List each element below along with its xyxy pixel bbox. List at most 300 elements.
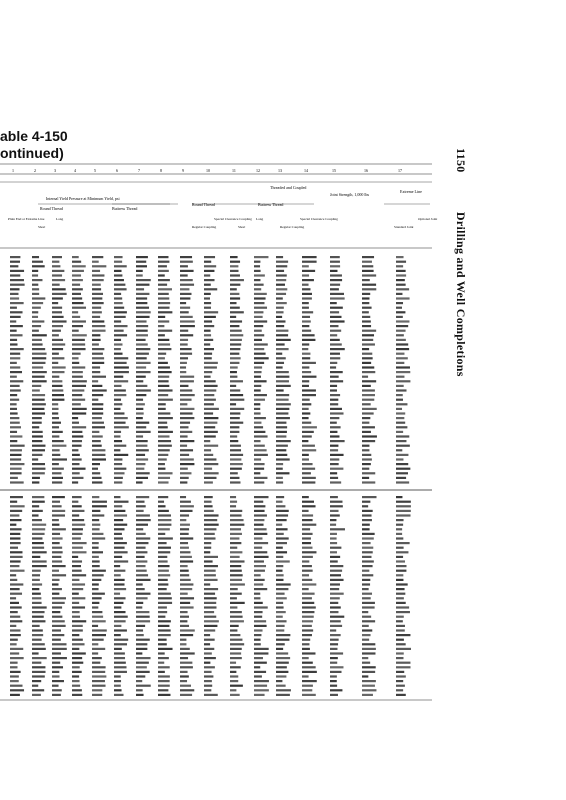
table-cell-ink [396, 408, 402, 410]
table-cell-ink [52, 685, 59, 687]
table-cell-ink [32, 639, 42, 641]
table-cell-ink [330, 380, 343, 382]
table-cell-ink [158, 611, 167, 613]
table-cell-ink [230, 284, 240, 286]
table-cell-ink [254, 343, 268, 345]
table-cell-ink [158, 288, 172, 290]
table-cell-ink [180, 334, 193, 336]
table-cell-ink [204, 449, 211, 451]
table-cell-ink [330, 611, 338, 613]
table-cell-ink [180, 371, 186, 373]
table-cell-ink [180, 643, 186, 645]
table-cell-ink [52, 307, 62, 309]
table-cell-ink [72, 477, 83, 479]
table-cell-ink [10, 652, 19, 654]
table-cell-ink [204, 657, 216, 659]
table-cell-ink [276, 606, 284, 608]
table-cell-ink [10, 261, 20, 263]
table-cell-ink [72, 675, 79, 677]
table-cell-ink [230, 293, 239, 295]
table-cell-ink [276, 657, 290, 659]
table-cell-ink [72, 680, 80, 682]
table-cell-ink [92, 662, 100, 664]
table-cell-ink [10, 657, 24, 659]
table-cell-ink [92, 343, 99, 345]
table-cell-ink [92, 385, 102, 387]
table-cell-ink [254, 256, 268, 258]
table-cell-ink [114, 510, 125, 512]
table-cell-ink [254, 297, 266, 299]
table-cell-ink [136, 514, 150, 516]
table-cell-ink [72, 652, 86, 654]
table-cell-ink [230, 297, 240, 299]
table-cell-ink [180, 496, 186, 498]
table-cell-ink [276, 362, 284, 364]
table-cell-ink [230, 639, 242, 641]
table-cell-ink [10, 620, 22, 622]
table-cell-ink [136, 657, 151, 659]
table-cell-ink [254, 380, 267, 382]
table-cell-ink [276, 463, 283, 465]
table-cell-ink [158, 426, 168, 428]
table-cell-ink [136, 454, 145, 456]
table-cell-ink [276, 293, 286, 295]
table-cell-ink [136, 316, 150, 318]
table-cell-ink [180, 256, 192, 258]
table-cell-ink [10, 533, 20, 535]
table-cell-ink [230, 389, 240, 391]
table-cell-ink [230, 353, 239, 355]
table-cell-ink [32, 339, 42, 341]
table-cell-ink [330, 472, 337, 474]
table-cell-ink [254, 606, 268, 608]
table-cell-ink [362, 334, 374, 336]
table-cell-ink [230, 685, 243, 687]
table-cell-ink [276, 634, 290, 636]
table-cell-ink [180, 454, 189, 456]
table-cell-ink [52, 648, 67, 650]
table-cell-ink [32, 463, 45, 465]
table-cell-ink [396, 307, 402, 309]
table-cell-ink [180, 597, 194, 599]
table-cell-ink [330, 311, 339, 313]
table-cell-ink [204, 643, 210, 645]
table-cell-ink [362, 648, 376, 650]
table-cell-ink [72, 440, 82, 442]
table-cell-ink [362, 463, 371, 465]
table-cell-ink [72, 284, 80, 286]
table-cell-ink [302, 371, 311, 373]
table-cell-ink [180, 547, 189, 549]
table-cell-ink [276, 320, 285, 322]
table-cell-ink [10, 302, 24, 304]
table-cell-ink [72, 316, 80, 318]
table-cell-ink [72, 639, 83, 641]
table-cell-ink [362, 284, 376, 286]
table-cell-ink [230, 339, 242, 341]
table-cell-ink [114, 671, 127, 673]
table-cell-ink [32, 440, 42, 442]
table-cell-ink [136, 339, 146, 341]
table-cell-ink [302, 330, 311, 332]
table-caption-line-1: able 4-150 [0, 128, 68, 144]
table-cell-ink [114, 399, 121, 401]
table-cell-ink [230, 265, 238, 267]
table-cell-ink [52, 440, 64, 442]
table-cell-ink [32, 570, 41, 572]
table-cell-ink [396, 671, 404, 673]
table-cell-ink [114, 394, 126, 396]
table-cell-ink [230, 302, 237, 304]
table-cell-ink [230, 616, 243, 618]
table-cell-ink [302, 426, 317, 428]
table-cell-ink [10, 422, 20, 424]
table-cell-ink [158, 449, 170, 451]
table-cell-ink [136, 376, 146, 378]
table-cell-ink [180, 510, 193, 512]
table-cell-ink [158, 639, 167, 641]
table-cell-ink [396, 339, 406, 341]
table-cell-ink [254, 362, 264, 364]
table-cell-ink [362, 671, 375, 673]
table-cell-ink [32, 458, 38, 460]
table-cell-ink [204, 634, 210, 636]
table-cell-ink [302, 440, 308, 442]
table-cell-ink [32, 325, 41, 327]
table-cell-ink [114, 579, 125, 581]
table-cell-ink [396, 440, 406, 442]
table-cell-ink [302, 662, 313, 664]
table-cell-ink [92, 279, 104, 281]
table-cell-ink [72, 602, 79, 604]
table-cell-ink [396, 570, 406, 572]
table-cell-ink [32, 685, 38, 687]
table-cell-ink [10, 662, 18, 664]
table-cell-ink [254, 440, 261, 442]
table-cell-ink [330, 307, 343, 309]
table-cell-ink [10, 417, 19, 419]
table-cell-ink [158, 602, 172, 604]
table-cell-ink [302, 389, 316, 391]
table-cell-ink [204, 380, 216, 382]
table-cell-ink [10, 265, 18, 267]
table-cell-ink [276, 629, 284, 631]
table-cell-ink [72, 412, 86, 414]
table-cell-ink [396, 524, 403, 526]
table-cell-ink [302, 597, 312, 599]
group-header-threaded-coupled: Threaded and Coupled [270, 185, 307, 190]
table-cell-ink [302, 629, 313, 631]
table-cell-ink [362, 385, 371, 387]
table-cell-ink [254, 454, 268, 456]
table-cell-ink [72, 297, 82, 299]
table-cell-ink [114, 343, 122, 345]
table-cell-ink [396, 371, 410, 373]
sub-header-buttress-thread-2: Buttress Thread [258, 202, 284, 207]
table-cell-ink [362, 320, 371, 322]
table-cell-ink [10, 371, 22, 373]
table-cell-ink [254, 408, 260, 410]
table-cell-ink [136, 570, 147, 572]
table-cell-ink [52, 657, 67, 659]
table-cell-ink [92, 560, 100, 562]
table-cell-ink [10, 588, 20, 590]
table-cell-ink [230, 311, 244, 313]
table-cell-ink [204, 403, 214, 405]
table-cell-ink [302, 320, 311, 322]
table-cell-ink [204, 274, 210, 276]
table-cell-ink [362, 431, 371, 433]
table-cell-ink [180, 602, 190, 604]
table-cell-ink [254, 510, 265, 512]
table-cell-ink [230, 657, 242, 659]
table-cell-ink [114, 362, 127, 364]
table-cell-ink [32, 302, 43, 304]
table-cell-ink [92, 694, 102, 696]
table-cell-ink [180, 588, 192, 590]
table-cell-ink [180, 542, 188, 544]
table-cell-ink [396, 662, 410, 664]
table-cell-ink [180, 325, 195, 327]
running-head-title: Drilling and Well Completions [454, 211, 468, 377]
table-cell-ink [330, 547, 341, 549]
table-cell-ink [158, 528, 170, 530]
table-cell-ink [362, 270, 374, 272]
table-cell-ink [114, 389, 126, 391]
table-cell-ink [204, 616, 216, 618]
table-cell-ink [254, 435, 268, 437]
table-cell-ink [204, 302, 211, 304]
table-cell-ink [254, 652, 268, 654]
table-cell-ink [136, 597, 148, 599]
table-cell-ink [330, 648, 337, 650]
table-cell-ink [302, 454, 309, 456]
table-cell-ink [396, 417, 404, 419]
table-cell-ink [32, 279, 42, 281]
table-cell-ink [330, 629, 336, 631]
table-cell-ink [276, 505, 285, 507]
table-cell-ink [52, 528, 66, 530]
table-cell-ink [92, 297, 102, 299]
table-cell-ink [330, 330, 341, 332]
table-cell-ink [136, 334, 148, 336]
table-cell-ink [276, 602, 283, 604]
table-cell-ink [72, 588, 83, 590]
table-cell-ink [204, 547, 211, 549]
table-cell-ink [136, 524, 148, 526]
table-cell-ink [72, 620, 86, 622]
table-cell-ink [10, 389, 21, 391]
table-cell-ink [158, 556, 167, 558]
table-cell-ink [254, 524, 264, 526]
table-cell-ink [136, 389, 151, 391]
table-cell-ink [136, 357, 147, 359]
table-cell-ink [32, 597, 41, 599]
table-cell-ink [52, 293, 67, 295]
table-cell-ink [362, 588, 369, 590]
table-cell-ink [302, 274, 309, 276]
table-cell-ink [396, 302, 403, 304]
table-cell-ink [92, 634, 106, 636]
table-cell-ink [254, 307, 267, 309]
table-cell-ink [180, 666, 193, 668]
table-cell-ink [114, 445, 126, 447]
table-cell-ink [276, 357, 286, 359]
table-cell-ink [362, 666, 376, 668]
table-cell-ink [396, 533, 402, 535]
table-cell-ink [10, 284, 25, 286]
table-cell-ink [114, 514, 127, 516]
table-cell-ink [92, 481, 102, 483]
table-cell-ink [254, 570, 265, 572]
table-cell-ink [52, 362, 58, 364]
table-cell-ink [302, 657, 309, 659]
table-cell-ink [362, 445, 369, 447]
table-cell-ink [302, 325, 309, 327]
table-cell-ink [204, 542, 211, 544]
table-cell-ink [158, 685, 170, 687]
table-cell-ink [72, 385, 86, 387]
table-cell-ink [158, 339, 169, 341]
table-cell-ink [362, 458, 372, 460]
column-number: 1 [12, 168, 14, 173]
table-cell-ink [52, 611, 60, 613]
table-cell-ink [230, 620, 244, 622]
table-cell-ink [114, 685, 121, 687]
table-cell-ink [180, 689, 194, 691]
table-cell-ink [114, 652, 125, 654]
table-cell-ink [276, 611, 286, 613]
table-cell-ink [362, 537, 374, 539]
table-cell-ink [114, 657, 125, 659]
table-cell-ink [204, 458, 216, 460]
table-cell-ink [230, 408, 244, 410]
table-cell-ink [52, 551, 63, 553]
table-cell-ink [92, 606, 98, 608]
table-cell-ink [204, 639, 215, 641]
table-cell-ink [52, 426, 59, 428]
table-cell-ink [92, 274, 104, 276]
table-cell-ink [136, 417, 143, 419]
table-cell-ink [302, 468, 315, 470]
table-cell-ink [396, 334, 404, 336]
table-cell-ink [302, 449, 316, 451]
table-cell-ink [158, 533, 165, 535]
table-cell-ink [92, 445, 102, 447]
table-cell-ink [396, 270, 406, 272]
table-cell-ink [92, 320, 104, 322]
table-cell-ink [92, 519, 99, 521]
column-number: 13 [278, 168, 282, 173]
table-cell-ink [52, 639, 61, 641]
table-cell-ink [158, 417, 173, 419]
table-cell-ink [362, 343, 375, 345]
table-cell-ink [114, 353, 123, 355]
table-cell-ink [52, 325, 63, 327]
table-cell-ink [52, 593, 59, 595]
table-cell-ink [10, 343, 18, 345]
table-cell-ink [72, 293, 81, 295]
table-cell-ink [10, 537, 20, 539]
table-cell-ink [276, 458, 290, 460]
table-cell-ink [32, 501, 45, 503]
table-cell-ink [10, 593, 22, 595]
table-cell-ink [72, 320, 86, 322]
table-cell-ink [362, 643, 375, 645]
table-cell-ink [396, 510, 411, 512]
table-cell-ink [92, 440, 101, 442]
table-cell-ink [180, 343, 188, 345]
table-cell-ink [362, 519, 372, 521]
table-cell-ink [254, 666, 260, 668]
table-cell-ink [92, 435, 103, 437]
table-cell-ink [396, 514, 411, 516]
table-cell-ink [302, 606, 316, 608]
table-cell-ink [330, 597, 340, 599]
table-cell-ink [396, 366, 410, 368]
table-cell-ink [230, 583, 245, 585]
table-cell-ink [52, 274, 62, 276]
table-cell-ink [72, 648, 79, 650]
table-cell-ink [276, 274, 287, 276]
table-cell-ink [72, 505, 82, 507]
table-cell-ink [302, 574, 309, 576]
table-cell-ink [204, 325, 214, 327]
table-cell-ink [32, 574, 40, 576]
table-cell-ink [10, 408, 17, 410]
table-cell-ink [92, 588, 99, 590]
table-cell-ink [158, 588, 167, 590]
table-cell-ink [114, 629, 127, 631]
table-cell-ink [136, 330, 148, 332]
table-cell-ink [302, 689, 312, 691]
table-cell-ink [330, 274, 342, 276]
table-cell-ink [302, 458, 309, 460]
table-cell-ink [136, 602, 143, 604]
table-cell-ink [230, 426, 239, 428]
table-cell-ink [254, 261, 260, 263]
table-cell-ink [362, 435, 377, 437]
table-cell-ink [204, 560, 213, 562]
table-cell-ink [396, 689, 403, 691]
table-cell-ink [204, 496, 213, 498]
table-cell-ink [10, 671, 21, 673]
table-cell-ink [180, 565, 188, 567]
table-cell-ink [302, 537, 311, 539]
table-cell-ink [276, 435, 286, 437]
table-cell-ink [276, 662, 289, 664]
table-cell-ink [136, 685, 151, 687]
table-cell-ink [10, 454, 22, 456]
table-cell-ink [302, 431, 314, 433]
table-cell-ink [180, 284, 194, 286]
table-cell-ink [396, 330, 406, 332]
table-cell-ink [204, 293, 211, 295]
table-cell-ink [396, 685, 405, 687]
table-cell-ink [330, 524, 336, 526]
table-cell-ink [230, 477, 239, 479]
table-cell-ink [230, 629, 237, 631]
table-cell-ink [10, 519, 22, 521]
table-cell-ink [362, 394, 375, 396]
table-cell-ink [362, 657, 368, 659]
table-cell-ink [254, 634, 261, 636]
table-cell-ink [230, 652, 241, 654]
table-cell-ink [330, 316, 341, 318]
table-cell-ink [330, 334, 337, 336]
table-cell-ink [230, 366, 238, 368]
table-cell-ink [114, 481, 122, 483]
